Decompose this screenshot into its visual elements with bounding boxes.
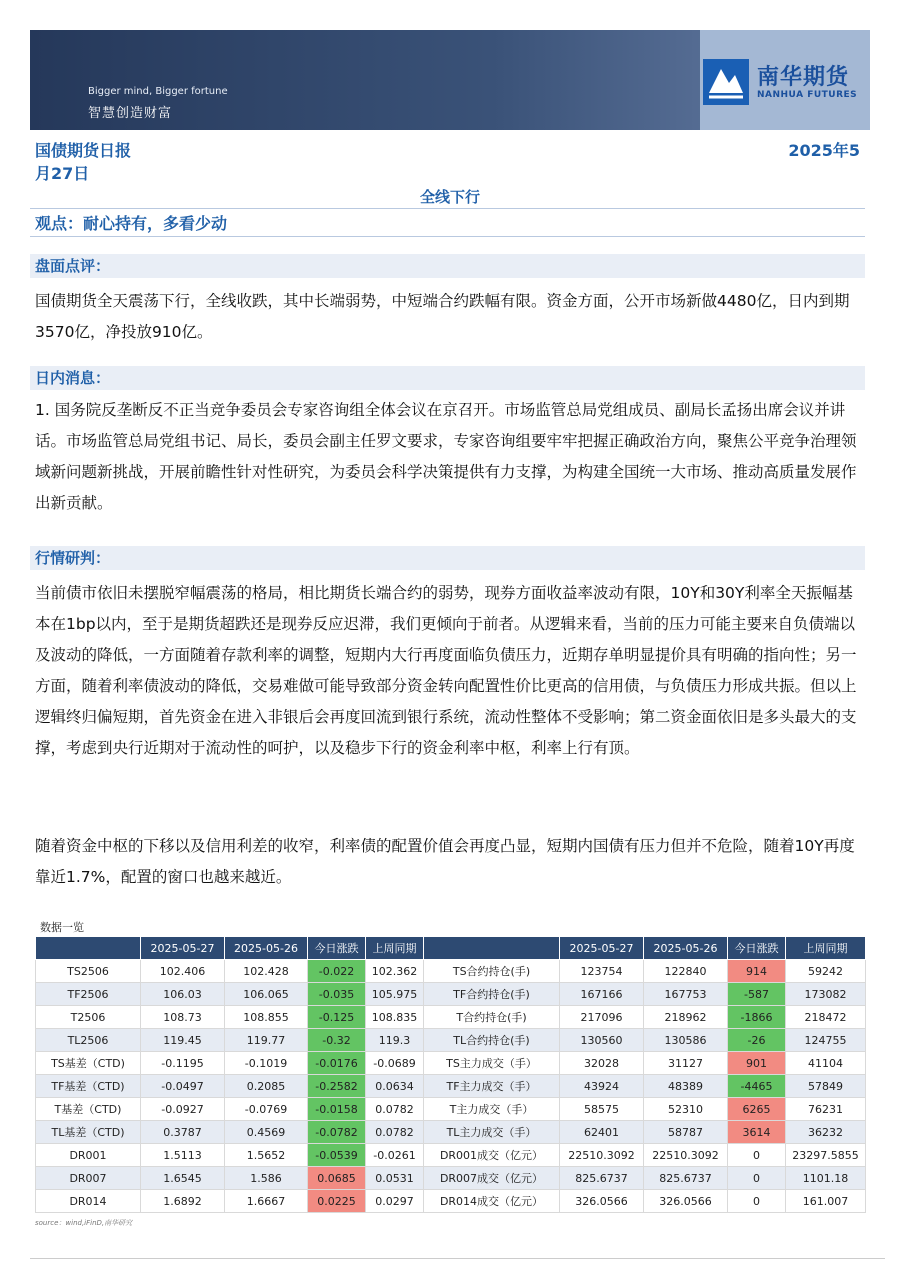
table-cell: 41104 (786, 1052, 866, 1075)
table-header-row (36, 937, 866, 960)
table-cell: 102.406 (141, 960, 225, 983)
table-cell: 1.5113 (141, 1144, 225, 1167)
table-cell: 105.975 (366, 983, 424, 1006)
table-cell: 58575 (560, 1098, 644, 1121)
table-cell: TF基差（CTD) (36, 1075, 141, 1098)
divider (30, 236, 865, 237)
table-cell: 48389 (644, 1075, 728, 1098)
table-cell: 130560 (560, 1029, 644, 1052)
table-cell: 23297.5855 (786, 1144, 866, 1167)
table-cell: -0.0176 (308, 1052, 366, 1075)
table-cell: TF2506 (36, 983, 141, 1006)
table-cell: -0.035 (308, 983, 366, 1006)
table-cell: -0.022 (308, 960, 366, 983)
news-text: 1. 国务院反垄断反不正当竞争委员会专家咨询组全体会议在京召开。市场监管总局党组成员、副局长孟扬出席会议并讲话。市场监管总局党组书记、局长，委员会副主任罗文要求，专家咨询组要牢牢把握正确政治方向，聚焦公平竞争治理领域新问题新挑战，开展前瞻性针对性研究，为委员会科学决策提供有力支撑，为构建全国统一大市场、推动高质量发展作出新贡献。 (35, 401, 857, 512)
headline: 全线下行 (419, 188, 480, 206)
table-header-cell: 上周同期 (366, 937, 424, 960)
table-cell: 901 (728, 1052, 786, 1075)
table-cell: 1.5652 (225, 1144, 308, 1167)
table-cell: -0.0261 (366, 1144, 424, 1167)
table-cell: 218472 (786, 1006, 866, 1029)
table-header-cell: 2025-05-27 (141, 937, 225, 960)
table-header-cell: 2025-05-26 (225, 937, 308, 960)
table-cell: -0.0497 (141, 1075, 225, 1098)
table-cell: 22510.3092 (644, 1144, 728, 1167)
table-cell: -0.2582 (308, 1075, 366, 1098)
table-cell: 31127 (644, 1052, 728, 1075)
table-row (36, 1144, 866, 1167)
table-cell: 0.3787 (141, 1121, 225, 1144)
table-cell: 32028 (560, 1052, 644, 1075)
table-header-cell: 2025-05-26 (644, 937, 728, 960)
table-cell: 108.73 (141, 1006, 225, 1029)
table-cell: DR014 (36, 1190, 141, 1213)
analysis-conclusion: 随着资金中枢的下移以及信用利差的收窄，利率债的配置价值会再度凸显，短期内国债有压力但并不危险，随着10Y再度靠近1.7%，配置的窗口也越来越近。 (35, 837, 855, 886)
table-row (36, 960, 866, 983)
section-title-news: 日内消息： (30, 366, 865, 390)
table-cell: TS合约持仓(手) (424, 960, 560, 983)
table-header-cell: 2025-05-27 (560, 937, 644, 960)
logo-subtitle: NANHUA FUTURES (757, 90, 858, 100)
table-cell: -0.0158 (308, 1098, 366, 1121)
table-cell: 1.6545 (141, 1167, 225, 1190)
report-date: 2025年5 (788, 141, 860, 160)
table-row (36, 1075, 866, 1098)
table-cell: 58787 (644, 1121, 728, 1144)
table-cell: -0.0927 (141, 1098, 225, 1121)
table-cell: 167753 (644, 983, 728, 1006)
report-date-continued: 月27日 (35, 164, 90, 183)
table-cell: 106.065 (225, 983, 308, 1006)
table-cell: 1101.18 (786, 1167, 866, 1190)
table-cell: 119.3 (366, 1029, 424, 1052)
table-cell: DR001成交（亿元） (424, 1144, 560, 1167)
table-cell: 36232 (786, 1121, 866, 1144)
table-cell: -4465 (728, 1075, 786, 1098)
table-row (36, 1029, 866, 1052)
slogan-english: Bigger mind, Bigger fortune (88, 86, 228, 97)
table-cell: TS2506 (36, 960, 141, 983)
table-header-cell: 上周同期 (786, 937, 866, 960)
table-cell: 326.0566 (560, 1190, 644, 1213)
footer-divider (30, 1258, 885, 1259)
report-title: 国债期货日报 (35, 141, 132, 160)
logo-name: 南华期货 (757, 65, 850, 90)
table-cell: 108.835 (366, 1006, 424, 1029)
table-row (36, 1190, 866, 1213)
table-cell: -0.1019 (225, 1052, 308, 1075)
table-header-cell: 今日涨跌 (308, 937, 366, 960)
table-cell: -587 (728, 983, 786, 1006)
table-cell: TL合约持仓(手) (424, 1029, 560, 1052)
table-cell: 0 (728, 1144, 786, 1167)
table-cell: 119.45 (141, 1029, 225, 1052)
table-cell: 43924 (560, 1075, 644, 1098)
table-cell: TF主力成交（手） (424, 1075, 560, 1098)
table-cell: TL2506 (36, 1029, 141, 1052)
table-cell: 167166 (560, 983, 644, 1006)
table-cell: -0.125 (308, 1006, 366, 1029)
table-header-cell (36, 937, 141, 960)
table-cell: 102.362 (366, 960, 424, 983)
data-table (35, 936, 866, 1213)
table-cell: 217096 (560, 1006, 644, 1029)
table-cell: 218962 (644, 1006, 728, 1029)
market-commentary: 国债期货全天震荡下行，全线收跌，其中长端弱势，中短端合约跌幅有限。资金方面，公开市场新做4480亿，日内到期3570亿，净投放910亿。 (35, 292, 850, 341)
table-cell: 0.0225 (308, 1190, 366, 1213)
table-row (36, 1121, 866, 1144)
table-cell: 326.0566 (644, 1190, 728, 1213)
table-cell: 119.77 (225, 1029, 308, 1052)
source-note: source：wind,iFinD,南华研究 (35, 1219, 133, 1227)
table-cell: -26 (728, 1029, 786, 1052)
table-cell: 0 (728, 1167, 786, 1190)
table-cell: 102.428 (225, 960, 308, 983)
table-cell: DR007成交（亿元） (424, 1167, 560, 1190)
table-cell: T主力成交（手） (424, 1098, 560, 1121)
table-cell: -0.32 (308, 1029, 366, 1052)
table-cell: 914 (728, 960, 786, 983)
table-cell: 161.007 (786, 1190, 866, 1213)
slogan-chinese: 智慧创造财富 (88, 106, 173, 121)
table-cell: 22510.3092 (560, 1144, 644, 1167)
table-cell: TF合约持仓(手) (424, 983, 560, 1006)
table-cell: DR014成交（亿元） (424, 1190, 560, 1213)
table-cell: 825.6737 (560, 1167, 644, 1190)
table-cell: -0.1195 (141, 1052, 225, 1075)
table-cell: 76231 (786, 1098, 866, 1121)
table-cell: 62401 (560, 1121, 644, 1144)
divider (30, 208, 865, 209)
table-cell: -0.0782 (308, 1121, 366, 1144)
table-cell: 130586 (644, 1029, 728, 1052)
table-cell: TS主力成交（手） (424, 1052, 560, 1075)
table-cell: 0.2085 (225, 1075, 308, 1098)
table-cell: TL基差（CTD) (36, 1121, 141, 1144)
table-cell: -1866 (728, 1006, 786, 1029)
table-cell: 0.0634 (366, 1075, 424, 1098)
table-cell: DR007 (36, 1167, 141, 1190)
table-cell: 108.855 (225, 1006, 308, 1029)
view-statement: 观点：耐心持有，多看少动 (35, 214, 228, 233)
table-cell: 0.0531 (366, 1167, 424, 1190)
table-cell: 106.03 (141, 983, 225, 1006)
table-cell: DR001 (36, 1144, 141, 1167)
table-caption: 数据一览 (40, 921, 84, 934)
table-cell: 0.0782 (366, 1098, 424, 1121)
table-header-cell (424, 937, 560, 960)
nanhua-logo-icon (703, 59, 749, 105)
table-cell: -0.0539 (308, 1144, 366, 1167)
table-cell: 825.6737 (644, 1167, 728, 1190)
table-header-cell: 今日涨跌 (728, 937, 786, 960)
table-cell: T2506 (36, 1006, 141, 1029)
analysis-text: 当前债市依旧未摆脱窄幅震荡的格局，相比期货长端合约的弱势，现券方面收益率波动有限，10Y和30Y利率全天振幅基本在1bp以内，至于是期货超跌还是现券反应迟滞，我们更倾向于前者。从逻辑来看，当前的压力可能主要来自负债端以及波动的降低，一方面随着存款利率的调整，短期内大行再度面临负债压力，近期存单明显提价具有明确的指向性；另一方面，随着利率债波动的降低，交易难做可能导致部分资金转向配置性价比更高的信用债，与负债压力形成共振。但以上逻辑终归偏短期，首先资金在进入非银后会再度回流到银行系统，流动性整体不受影响；第二资金面依旧是多头最大的支撑，考虑到央行近期对于流动性的呵护，以及稳步下行的资金利率中枢，利率上行有顶。 (35, 584, 857, 757)
table-cell: T基差（CTD) (36, 1098, 141, 1121)
table-cell: 59242 (786, 960, 866, 983)
table-cell: 0 (728, 1190, 786, 1213)
table-cell: 122840 (644, 960, 728, 983)
header-banner (30, 30, 870, 130)
table-cell: -0.0769 (225, 1098, 308, 1121)
table-cell: TL主力成交（手） (424, 1121, 560, 1144)
table-cell: 0.4569 (225, 1121, 308, 1144)
table-row (36, 1006, 866, 1029)
table-cell: 0.0782 (366, 1121, 424, 1144)
table-cell: 3614 (728, 1121, 786, 1144)
table-cell: 1.6892 (141, 1190, 225, 1213)
table-cell: TS基差（CTD) (36, 1052, 141, 1075)
table-cell: 1.586 (225, 1167, 308, 1190)
table-cell: 173082 (786, 983, 866, 1006)
table-cell: 1.6667 (225, 1190, 308, 1213)
table-cell: 0.0297 (366, 1190, 424, 1213)
section-title-market: 盘面点评： (30, 254, 865, 278)
table-cell: 124755 (786, 1029, 866, 1052)
table-cell: 57849 (786, 1075, 866, 1098)
table-cell: 0.0685 (308, 1167, 366, 1190)
table-row (36, 1052, 866, 1075)
table-cell: T合约持仓(手) (424, 1006, 560, 1029)
table-cell: 52310 (644, 1098, 728, 1121)
table-cell: -0.0689 (366, 1052, 424, 1075)
table-cell: 6265 (728, 1098, 786, 1121)
section-title-analysis: 行情研判： (30, 546, 865, 570)
table-row (36, 983, 866, 1006)
table-row (36, 1098, 866, 1121)
table-row (36, 1167, 866, 1190)
table-cell: 123754 (560, 960, 644, 983)
